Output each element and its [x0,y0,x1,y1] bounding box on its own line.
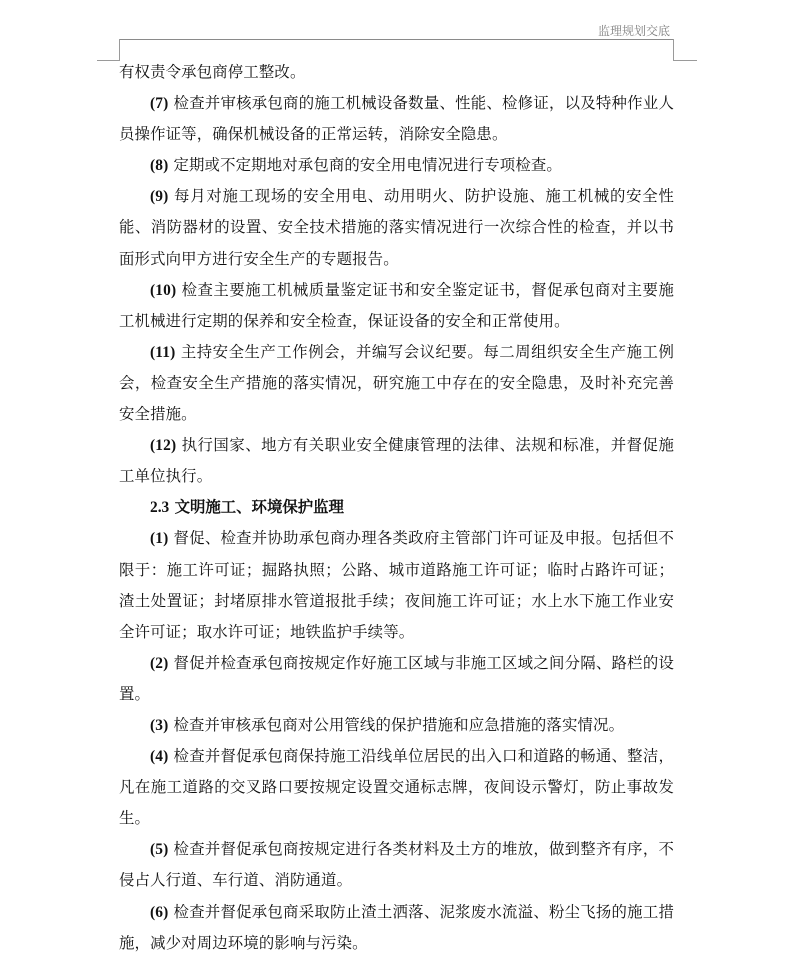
document-body [119,57,674,959]
paragraph-number: (3) [150,716,169,734]
paragraph-number: (5) [150,841,169,859]
paragraph-number: (8) [150,157,169,175]
section-title: 文明施工、环境保护监理 [169,498,344,517]
paragraph-number: (4) [150,748,169,766]
paragraph-text: 定期或不定期地对承包商的安全用电情况进行专项检查。 [168,156,562,175]
paragraph-text: 检查并督促承包商采取防止渣土洒落、泥浆废水流溢、粉尘飞扬的施工措施，减少对周边环境的影响与污染。 [119,902,674,952]
paragraph-number: (1) [150,530,169,548]
paragraph [119,710,674,741]
paragraph-number: (12) [150,437,177,455]
paragraph-number: (9) [150,188,169,206]
paragraph [119,523,674,647]
paragraph-text: 检查并审核承包商对公用管线的保护措施和应急措施的落实情况。 [168,715,625,734]
header-title: 监理规划交底 [597,24,670,38]
paragraph [119,430,674,492]
paragraph [119,337,674,430]
paragraph-text: 执行国家、地方有关职业安全健康管理的法律、法规和标准，并督促施工单位执行。 [119,436,674,486]
section-number: 2.3 [150,499,170,517]
paragraph-text: 检查并督促承包商按规定进行各类材料及土方的堆放，做到整齐有序，不侵占人行道、车行道、消防通道。 [119,840,674,890]
paragraph-text: 检查主要施工机械质量鉴定证书和安全鉴定证书，督促承包商对主要施工机械进行定期的保养和安全检查，保证设备的安全和正常使用。 [119,280,674,330]
paragraph [119,88,674,150]
paragraph-number: (11) [150,343,176,361]
paragraph-text: 检查并审核承包商的施工机械设备数量、性能、检修证，以及特种作业人员操作证等，确保机械设备的正常运转，消除安全隐患。 [119,94,674,144]
paragraph [119,834,674,896]
header-rule [120,39,673,40]
paragraph-text: 有权责令承包商停工整改。 [119,63,306,81]
paragraph-text: 检查并督促承包商保持施工沿线单位居民的出入口和道路的畅通、整洁，凡在施工道路的交叉路口要按规定设置交通标志牌，夜间设示警灯，防止事故发生。 [119,747,674,828]
paragraph-number: (7) [150,95,169,113]
paragraph [119,275,674,337]
paragraph [119,150,674,181]
crop-mark-top-right-horizontal [673,60,697,61]
section-heading [119,492,674,523]
paragraph-text: 每月对施工现场的安全用电、动用明火、防护设施、施工机械的安全性能、消防器材的设置、安全技术措施的落实情况进行一次综合性的检查，并以书面形式向甲方进行安全生产的专题报告。 [119,187,674,268]
paragraph [119,897,674,959]
paragraph [119,57,674,88]
paragraph-text: 督促并检查承包商按规定作好施工区域与非施工区域之间分隔、路栏的设置。 [119,653,674,703]
paragraph [119,741,674,834]
paragraph-number: (2) [150,654,169,672]
paragraph-number: (10) [150,281,177,299]
paragraph [119,181,674,274]
paragraph [119,648,674,710]
crop-mark-top-left-horizontal [97,60,120,61]
paragraph-number: (6) [150,903,169,921]
paragraph-text: 主持安全生产工作例会，并编写会议纪要。每二周组织安全生产施工例会，检查安全生产措施的落实情况，研究施工中存在的安全隐患，及时补充完善安全措施。 [119,342,674,424]
paragraph-text: 督促、检查并协助承包商办理各类政府主管部门许可证及申报。包括但不限于：施工许可证；掘路执照；公路、城市道路施工许可证；临时占路许可证；渣土处置证；封堵原排水管道报批手续；夜间施工许可证；水上水下施工作业安全许可证；取水许可证；地铁监护手续等。 [119,529,674,641]
